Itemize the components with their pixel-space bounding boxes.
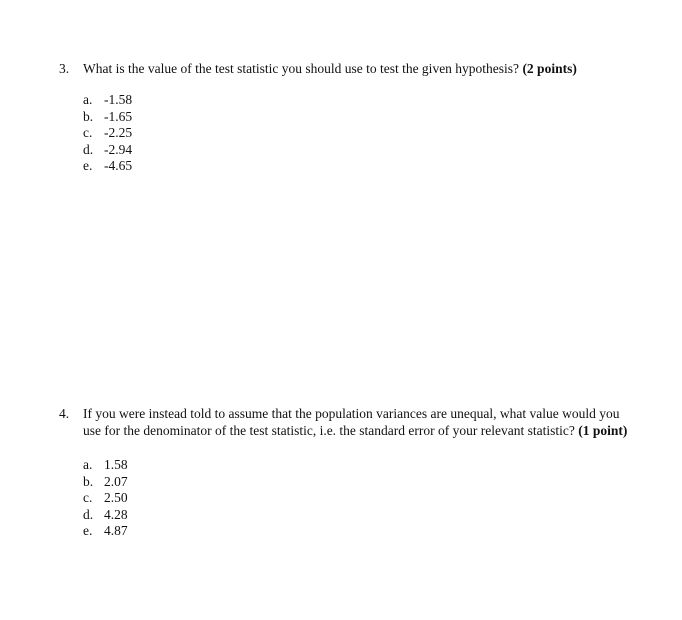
option-letter: c.	[83, 490, 93, 506]
answer-option-b	[83, 108, 663, 125]
option-letter: d.	[83, 141, 94, 157]
option-letter: a.	[83, 92, 93, 107]
question-text-block	[83, 60, 639, 77]
option-value: -2.94	[104, 141, 133, 157]
question-points: (1 point)	[578, 423, 628, 438]
answer-options	[83, 91, 663, 174]
answer-options	[83, 456, 663, 539]
option-value: 1.58	[104, 457, 128, 472]
question-points: (2 points)	[522, 61, 577, 76]
question-4-prompt	[59, 405, 639, 439]
option-value: 4.28	[104, 506, 128, 522]
answer-option-d	[83, 506, 663, 523]
question-number: 3.	[59, 61, 70, 76]
question-text: What is the value of the test statistic you should use to test the given hypothesis?	[83, 61, 520, 76]
option-value: 2.07	[104, 473, 128, 489]
option-value: 2.50	[104, 490, 128, 506]
question-3-prompt	[59, 60, 639, 77]
question-text-block	[83, 405, 639, 439]
answer-option-a	[83, 91, 663, 108]
answer-option-e	[83, 522, 663, 539]
question-text: If you were instead told to assume that the population variances are unequal, what value would you use for the denominator of the test statistic, i.e. the standard error of your relevant statistic?	[83, 406, 620, 438]
option-letter: b.	[83, 108, 94, 124]
question-number: 4.	[59, 406, 70, 421]
option-letter: e.	[83, 158, 93, 174]
option-letter: b.	[83, 473, 94, 489]
answer-option-b	[83, 473, 663, 490]
option-value: -1.58	[104, 92, 133, 107]
answer-option-c	[83, 489, 663, 506]
option-value: 4.87	[104, 523, 128, 539]
question-3	[59, 60, 639, 174]
option-letter: a.	[83, 457, 93, 472]
question-4	[59, 405, 639, 539]
option-letter: e.	[83, 523, 93, 539]
answer-option-a	[83, 456, 663, 473]
option-value: -4.65	[104, 158, 133, 174]
answer-option-d	[83, 141, 663, 158]
option-letter: c.	[83, 125, 93, 141]
option-value: -1.65	[104, 108, 133, 124]
answer-option-e	[83, 157, 663, 174]
option-letter: d.	[83, 506, 94, 522]
option-value: -2.25	[104, 125, 133, 141]
answer-option-c	[83, 124, 663, 141]
